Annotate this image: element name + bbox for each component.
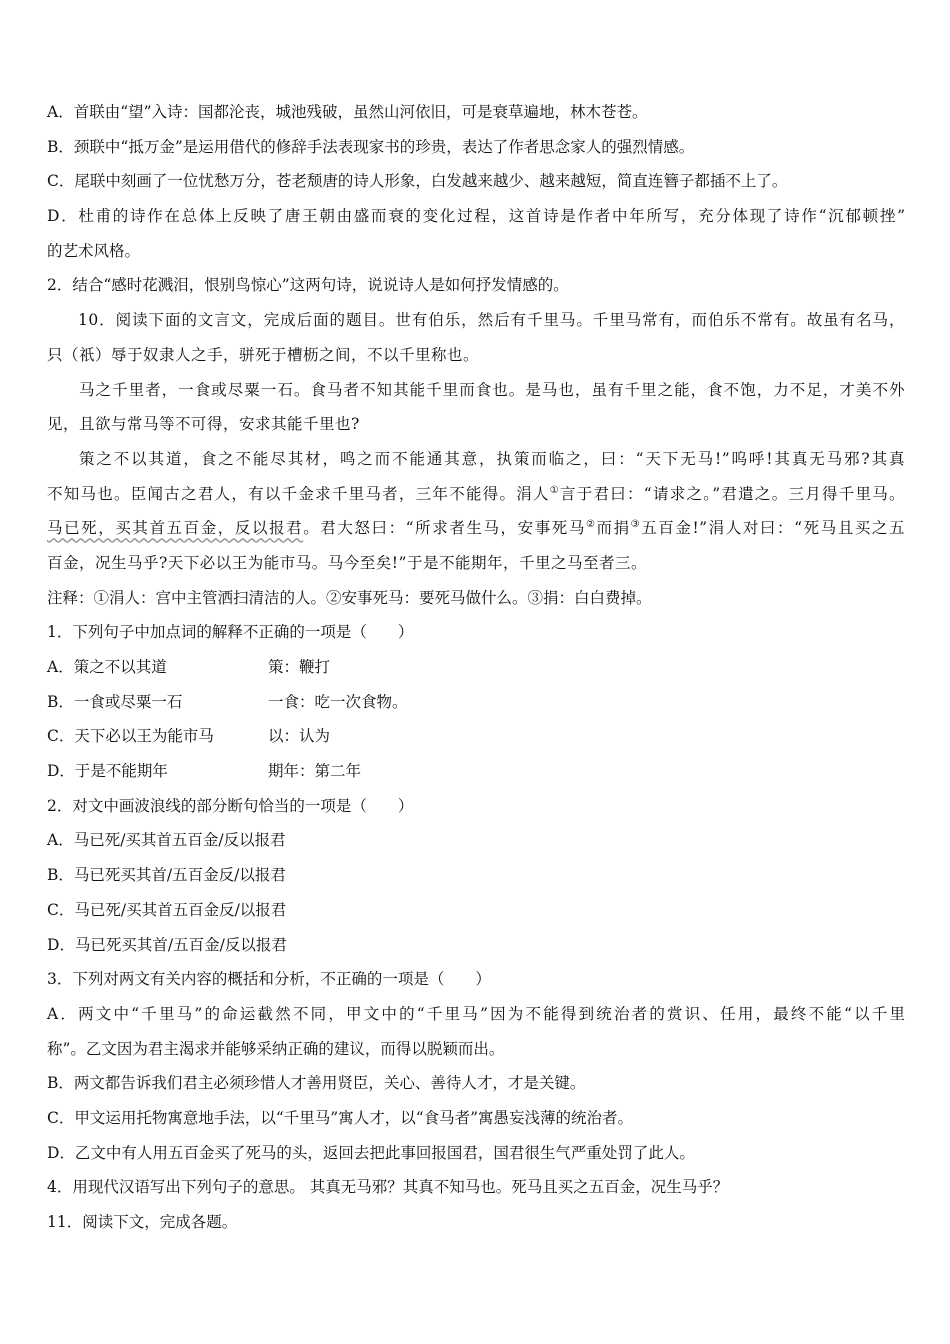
footnote-mark-2: ② xyxy=(585,519,597,531)
sub-question-4: 4．用现代汉语写出下列句子的意思。 其真无马邪？其真不知马也。死马且买之五百金，况生马乎？ xyxy=(47,1178,729,1197)
s2-option-b: B．马已死买其首/五百金反/以报君 xyxy=(47,866,286,885)
option-explanation: 期年：第二年 xyxy=(268,762,362,781)
wavy-underlined-text: 马已死，买其首五百金，反以报君 xyxy=(47,519,304,538)
sub-question-3: 3．下列对两文有关内容的概括和分析，不正确的一项是（ ） xyxy=(47,970,491,989)
option-text: A．策之不以其道 xyxy=(47,658,167,676)
s2-option-a: A．马已死/买其首五百金/反以报君 xyxy=(47,831,286,850)
passage-paragraph-3-line4: 百金，况生马乎?天下必以王为能市马。马今至矣!”于是不能期年，千里之马至者三。 xyxy=(47,553,647,572)
annotations: 注释：①涓人：宫中主管洒扫清洁的人。②安事死马：要死马做什么。③捐：白白费掉。 xyxy=(47,588,652,607)
passage-paragraph-2-cont: 见，且欲与常马等不可得，安求其能千里也? xyxy=(47,415,360,434)
q9-option-b: B．颈联中“抵万金”是运用借代的修辞手法表现家书的珍贵，表达了作者思念家人的强烈情感。 xyxy=(47,137,695,156)
q10-intro-cont: 只（祇）辱于奴隶人之手，骈死于槽枥之间，不以千里称也。 xyxy=(47,345,480,364)
option-explanation: 策：鞭打 xyxy=(268,658,331,676)
s2-option-d: D．马已死买其首/五百金/反以报君 xyxy=(47,935,287,954)
passage-paragraph-3-line2 xyxy=(47,477,905,512)
sub-question-1: 1．下列句子中加点词的解释不正确的一项是（ ） xyxy=(47,623,414,642)
s1-option-d xyxy=(47,754,905,789)
s1-option-c xyxy=(47,719,905,754)
footnote-mark-3: ③ xyxy=(630,519,642,531)
s3-option-a: A．两文中“千里马”的命运截然不同，甲文中的“千里马”因为不能得到统治者的赏识、任用，最终不能“以千里 xyxy=(47,1004,905,1023)
s1-option-b xyxy=(47,685,905,720)
s3-option-c: C．甲文运用托物寓意地手法，以“千里马”寓人才，以“食马者”寓愚妄浅薄的统治者。 xyxy=(47,1108,634,1127)
s2-option-c: C．马已死/买其首五百金反/以报君 xyxy=(47,900,287,919)
passage-paragraph-2: 马之千里者，一食或尽粟一石。食马者不知其能千里而食也。是马也，虽有千里之能，食不饱，力不足，才美不外 xyxy=(79,380,905,399)
option-explanation: 以：认为 xyxy=(268,727,331,746)
s1-option-a xyxy=(47,650,905,685)
option-text: B．一食或尽粟一石 xyxy=(47,692,183,711)
text: 五百金!”涓人对曰：“死马且买之五 xyxy=(641,519,905,538)
footnote-mark-1: ① xyxy=(549,484,560,496)
question-11: 11．阅读下文，完成各题。 xyxy=(47,1213,238,1231)
sub-question-2: 2．对文中画波浪线的部分断句恰当的一项是（ ） xyxy=(47,796,414,815)
s3-option-a-cont: 称”。乙文因为君主渴求并能够采纳正确的建议，而得以脱颖而出。 xyxy=(47,1039,505,1058)
passage-paragraph-3-line3 xyxy=(47,511,905,546)
s3-option-d: D．乙文中有人用五百金买了死马的头，返回去把此事回报国君，国君很生气严重处罚了此人。 xyxy=(47,1143,695,1162)
option-text: C．天下必以王为能市马 xyxy=(47,727,214,746)
document-page xyxy=(47,95,905,1240)
q9-option-d-cont: 的艺术风格。 xyxy=(47,241,141,260)
text: 不知马也。臣闻古之君人，有以千金求千里马者，三年不能得。涓人 xyxy=(47,484,550,503)
option-explanation: 一食：吃一次食物。 xyxy=(268,692,408,711)
q9-question-2: 2．结合“感时花溅泪，恨别鸟惊心”这两句诗，说说诗人是如何抒发情感的。 xyxy=(47,276,569,295)
text: 言于君曰：“请求之。”君遣之。三月得千里马。 xyxy=(559,484,905,503)
q9-option-d: D．杜甫的诗作在总体上反映了唐王朝由盛而衰的变化过程，这首诗是作者中年所写，充分体现了诗作“沉郁顿挫” xyxy=(47,207,905,226)
text: 而捐 xyxy=(596,519,631,538)
q10-intro: 10．阅读下面的文言文，完成后面的题目。世有伯乐，然后有千里马。千里马常有，而伯乐不常有。故虽有名马， xyxy=(78,311,905,330)
text: 。君大怒曰：“所求者生马，安事死马 xyxy=(303,519,586,538)
q9-option-c: C．尾联中刻画了一位忧愁万分，苍老颓唐的诗人形象，白发越来越少、越来越短，简直连簪子都插不上了。 xyxy=(47,172,788,191)
q9-option-a: A．首联由“望”入诗：国都沦丧，城池残破，虽然山河依旧，可是衰草遍地，林木苍苍。 xyxy=(47,103,648,121)
passage-paragraph-3: 策之不以其道，食之不能尽其材，鸣之而不能通其意，执策而临之，曰：“天下无马!”呜呼!其真无马邪?其真 xyxy=(79,449,905,468)
option-text: D．于是不能期年 xyxy=(47,762,168,781)
s3-option-b: B．两文都告诉我们君主必须珍惜人才善用贤臣，关心、善待人才，才是关键。 xyxy=(47,1074,586,1093)
